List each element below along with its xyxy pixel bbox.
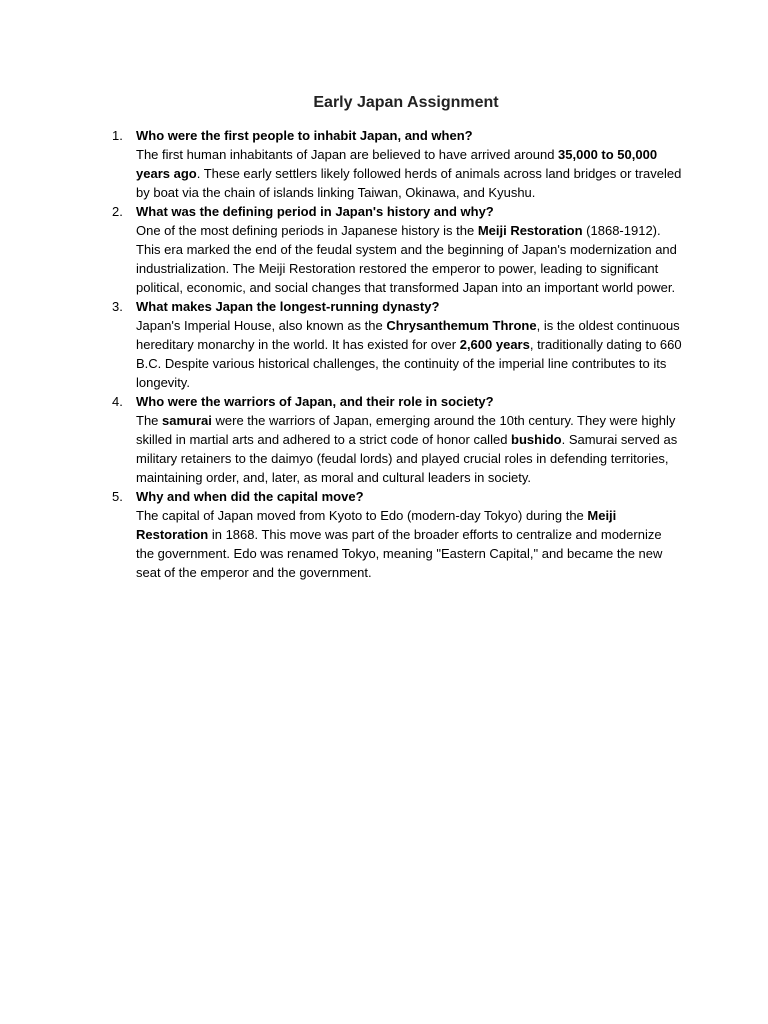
question-text: What makes Japan the longest-running dynasty? <box>136 299 440 314</box>
list-item <box>112 392 682 487</box>
answer-text <box>136 411 682 487</box>
answer-segment: The <box>136 413 163 428</box>
list-item-number: 1. <box>112 128 123 143</box>
answer-segment: The capital of Japan moved from Kyoto to Edo (modern-day Tokyo) during the <box>136 508 588 523</box>
answer-segment: The first human inhabitants of Japan are believed to have arrived around <box>136 147 559 162</box>
list-item <box>112 487 682 582</box>
answer-emphasis: bushido <box>511 432 562 447</box>
answer-text <box>136 221 682 297</box>
list-item <box>112 297 682 392</box>
answer-emphasis: Chrysanthemum Throne <box>386 318 537 333</box>
list-item-number: 3. <box>112 299 123 314</box>
answer-emphasis: samurai <box>162 413 212 428</box>
question-text: Why and when did the capital move? <box>136 489 364 504</box>
answer-segment: , is the oldest continuous hereditary monarchy in the world. It has existed for over <box>136 318 680 352</box>
answer-text <box>136 145 682 202</box>
list-item <box>112 202 682 297</box>
answer-text <box>136 316 682 392</box>
question-text: What was the defining period in Japan's history and why? <box>136 204 494 219</box>
answer-emphasis: Meiji Restoration <box>136 508 617 542</box>
answer-segment: in 1868. This move was part of the broader efforts to centralize and modernize the government. Edo was renamed Tokyo, meaning "Eastern Capital," and became the new seat of the emperor and the government. <box>136 527 663 580</box>
answer-segment: , traditionally dating to 660 B.C. Despite various historical challenges, the continuity of the imperial line contributes to its longevity. <box>136 337 682 390</box>
question-text: Who were the warriors of Japan, and their role in society? <box>136 394 494 409</box>
answer-segment: . Samurai served as military retainers to the daimyo (feudal lords) and played crucial roles in defending territories, maintaining order, and, later, as moral and cultural leaders in society. <box>136 432 678 485</box>
answer-emphasis: Meiji Restoration <box>477 223 583 238</box>
list-item-number: 2. <box>112 204 123 219</box>
answer-segment: Japan's Imperial House, also known as the <box>136 318 387 333</box>
answer-text <box>136 506 682 582</box>
answer-segment: were the warriors of Japan, emerging around the 10th century. They were highly skilled in martial arts and adhered to a strict code of honor called <box>136 413 676 447</box>
answer-segment: (1868-1912). This era marked the end of the feudal system and the beginning of Japan's modernization and industrialization. The Meiji Restoration restored the emperor to power, leading to significant political, economic, and social changes that transformed Japan into an important world power. <box>136 223 677 295</box>
answer-emphasis: 35,000 to 50,000 years ago <box>136 147 658 181</box>
answer-emphasis: 2,600 years <box>459 337 530 352</box>
answer-segment: . These early settlers likely followed herds of animals across land bridges or traveled by boat via the chain of islands linking Taiwan, Okinawa, and Kyushu. <box>136 166 682 200</box>
answer-segment: One of the most defining periods in Japanese history is the <box>136 223 478 238</box>
list-item <box>112 126 682 202</box>
question-text: Who were the first people to inhabit Japan, and when? <box>136 128 473 143</box>
list-item-number: 5. <box>112 489 123 504</box>
list-item-number: 4. <box>112 394 123 409</box>
question-answer-list <box>112 126 682 582</box>
document-title: Early Japan Assignment <box>313 94 499 111</box>
